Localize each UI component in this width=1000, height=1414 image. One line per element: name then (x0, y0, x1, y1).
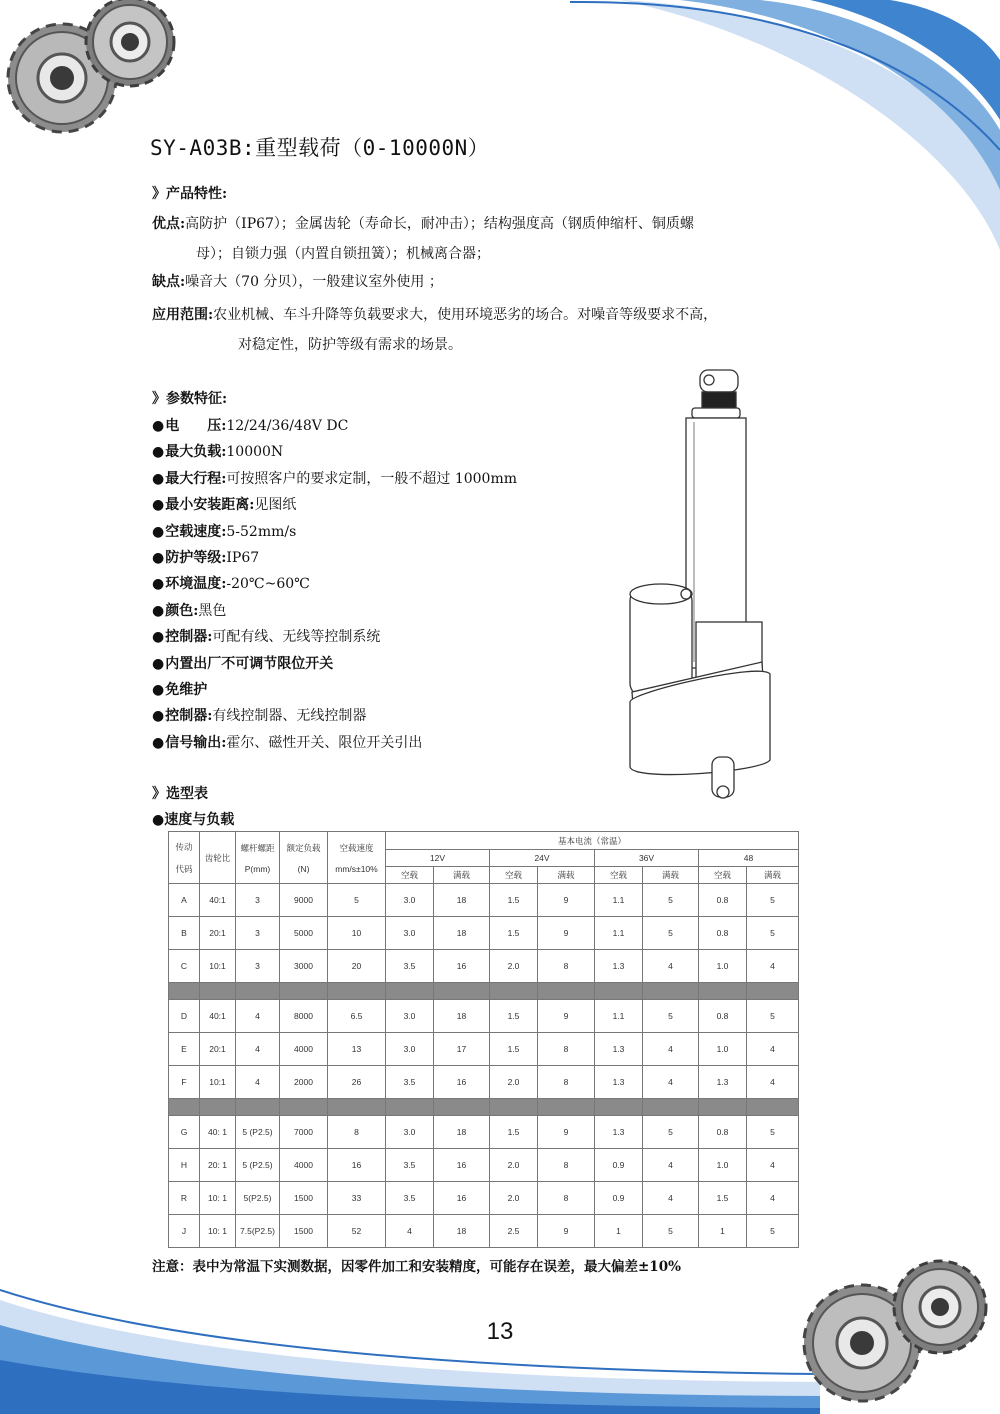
parameter-key: 最大行程: (165, 470, 227, 487)
header-fullload: 满载 (643, 867, 699, 884)
table-cell: 4 (236, 1033, 280, 1066)
gears-illustration-top (0, 0, 190, 150)
header-voltage: 24V (490, 850, 595, 867)
pros-paragraph (152, 209, 772, 269)
table-cell: 2.0 (490, 1149, 538, 1182)
application-line-2: 对稳定性，防护等级有需求的场景。 (238, 337, 462, 353)
table-cell: 16 (434, 1149, 490, 1182)
parameter-value: 可配有线、无线等控制系统 (212, 629, 381, 646)
table-cell: 4 (643, 950, 699, 983)
table-row (169, 1116, 799, 1149)
parameter-key: 颜色: (165, 602, 199, 619)
table-cell: 1.3 (595, 1033, 643, 1066)
table-cell: 18 (434, 917, 490, 950)
page-number: 13 (486, 1318, 514, 1345)
table-cell: 4 (747, 950, 799, 983)
bullet-icon: ● (152, 602, 165, 619)
table-cell: 4 (747, 1033, 799, 1066)
parameter-item (152, 439, 517, 465)
table-cell: 5 (747, 1000, 799, 1033)
table-cell: 5 (P2.5) (236, 1116, 280, 1149)
bullet-icon: ● (152, 470, 165, 487)
table-cell: 10 (328, 917, 386, 950)
table-cell: 3.5 (386, 1182, 434, 1215)
header-voltage: 12V (386, 850, 490, 867)
table-cell: 5 (328, 884, 386, 917)
table-cell: 4 (643, 1066, 699, 1099)
parameter-item (152, 677, 517, 703)
table-row (169, 1182, 799, 1215)
table-cell: 0.8 (699, 1000, 747, 1033)
table-cell: 0.9 (595, 1149, 643, 1182)
table-cell: 33 (328, 1182, 386, 1215)
parameter-key: 最小安装距离: (165, 497, 255, 514)
table-cell: 18 (434, 1116, 490, 1149)
table-cell: 4 (747, 1182, 799, 1215)
parameters-heading: 》参数特征: (152, 391, 228, 407)
table-cell: 1500 (280, 1182, 328, 1215)
table-cell: D (169, 1000, 200, 1033)
table-cell: 16 (434, 1066, 490, 1099)
accuracy-note: 注意：表中为常温下实测数据，因零件加工和安装精度，可能存在误差，最大偏差±10% (152, 1259, 681, 1275)
table-cell: 4 (643, 1182, 699, 1215)
table-cell: 4000 (280, 1033, 328, 1066)
table-cell: 9 (538, 917, 595, 950)
table-cell: 18 (434, 1000, 490, 1033)
table-cell: 1.0 (699, 1033, 747, 1066)
table-cell: 1.5 (490, 917, 538, 950)
bullet-icon: ● (152, 523, 165, 540)
table-cell: 1.0 (699, 1149, 747, 1182)
parameter-value: 10000N (226, 444, 284, 461)
parameter-item (152, 492, 517, 518)
table-cell: 2.0 (490, 1182, 538, 1215)
table-cell: 1.1 (595, 884, 643, 917)
table-cell: 10:1 (200, 950, 236, 983)
table-cell: 3.5 (386, 1066, 434, 1099)
bullet-icon: ● (152, 444, 165, 461)
table-cell: 10: 1 (200, 1182, 236, 1215)
table-cell: 8 (538, 1182, 595, 1215)
table-cell: B (169, 917, 200, 950)
header-noload: 空载 (699, 867, 747, 884)
table-cell: 10:1 (200, 1066, 236, 1099)
table-cell: 16 (434, 950, 490, 983)
bullet-icon: ● (152, 549, 165, 566)
table-cell: 5000 (280, 917, 328, 950)
table-cell: 18 (434, 1215, 490, 1248)
parameter-value: 12/24/36/48V DC (226, 418, 349, 434)
selection-table (168, 831, 799, 1248)
header-voltage: 48 (699, 850, 799, 867)
header-fullload: 满载 (747, 867, 799, 884)
table-cell: 26 (328, 1066, 386, 1099)
table-cell: 9 (538, 884, 595, 917)
table-row (169, 1215, 799, 1248)
table-cell: 2.5 (490, 1215, 538, 1248)
table-cell: 3.0 (386, 917, 434, 950)
bullet-icon: ● (152, 576, 165, 593)
header-basic-current: 基本电流（常温） (386, 832, 799, 850)
table-cell: 1.1 (595, 917, 643, 950)
product-features-heading: 》产品特性: (152, 186, 228, 202)
header-fullload: 满载 (434, 867, 490, 884)
table-cell: 1.5 (490, 884, 538, 917)
table-cell: 3.5 (386, 950, 434, 983)
table-cell: 5 (747, 917, 799, 950)
parameter-item (152, 466, 517, 492)
table-cell: 9 (538, 1116, 595, 1149)
page-title: SY-A03B:重型载荷（0-10000N） (150, 136, 490, 160)
parameter-value: 霍尔、磁性开关、限位开关引出 (226, 734, 423, 751)
table-cell: 0.8 (699, 917, 747, 950)
parameter-item (152, 413, 517, 439)
parameter-item (152, 571, 517, 597)
header-rated-load: 额定负载 (N) (280, 832, 328, 884)
table-cell: 8 (538, 1033, 595, 1066)
table-cell: 9 (538, 1215, 595, 1248)
table-row (169, 1149, 799, 1182)
table-cell: 20 (328, 950, 386, 983)
table-cell: 40: 1 (200, 1116, 236, 1149)
application-label: 应用范围: (152, 307, 214, 323)
header-code: 传动 代码 (169, 832, 200, 884)
parameter-item (152, 519, 517, 545)
table-cell: 1.1 (595, 1000, 643, 1033)
parameter-key: 信号输出: (165, 734, 227, 751)
table-cell: 10: 1 (200, 1215, 236, 1248)
cons-paragraph (152, 267, 772, 297)
table-row (169, 1000, 799, 1033)
table-cell: 0.9 (595, 1182, 643, 1215)
table-cell: 5(P2.5) (236, 1182, 280, 1215)
table-cell: G (169, 1116, 200, 1149)
table-cell: 20: 1 (200, 1149, 236, 1182)
table-cell: 8 (538, 950, 595, 983)
parameter-key: 环境温度: (165, 576, 227, 593)
pros-label: 优点: (152, 216, 186, 232)
speed-load-subheading: ●速度与负载 (152, 812, 235, 828)
parameter-key: 内置出厂不可调节限位开关 (165, 655, 334, 672)
table-row (169, 1066, 799, 1099)
table-cell: 9000 (280, 884, 328, 917)
table-cell: 3.5 (386, 1149, 434, 1182)
table-cell: 5 (643, 884, 699, 917)
parameter-key: 电 压: (165, 418, 227, 434)
parameter-value: -20℃~60℃ (226, 576, 310, 593)
bullet-icon: ● (152, 655, 165, 672)
table-cell: 3000 (280, 950, 328, 983)
pros-line-2: 母）；自锁力强（内置自锁扭簧）；机械离合器； (196, 246, 490, 262)
table-cell: 1.3 (595, 1116, 643, 1149)
header-noload: 空载 (386, 867, 434, 884)
table-cell: E (169, 1033, 200, 1066)
table-cell: 13 (328, 1033, 386, 1066)
parameter-key: 最大负载: (165, 444, 227, 461)
table-cell: 0.8 (699, 884, 747, 917)
parameter-value: 5-52mm/s (226, 523, 297, 540)
table-row (169, 917, 799, 950)
bullet-icon: ● (152, 708, 165, 725)
parameter-item (152, 651, 517, 677)
header-gear-ratio: 齿轮比 (200, 832, 236, 884)
table-cell: 1.5 (490, 1000, 538, 1033)
table-cell: 1.3 (699, 1066, 747, 1099)
table-cell: F (169, 1066, 200, 1099)
parameter-key: 防护等级: (165, 549, 227, 566)
parameter-item (152, 624, 517, 650)
table-cell: 2000 (280, 1066, 328, 1099)
table-cell: 1 (699, 1215, 747, 1248)
selection-table-heading: 》选型表 (152, 786, 208, 802)
parameter-list (152, 413, 517, 756)
header-fullload: 满载 (538, 867, 595, 884)
table-cell: 1.3 (595, 950, 643, 983)
table-cell: 5 (P2.5) (236, 1149, 280, 1182)
parameter-value: 黑色 (198, 602, 227, 619)
table-cell: 5 (747, 1116, 799, 1149)
table-cell: 6.5 (328, 1000, 386, 1033)
table-cell: 3 (236, 950, 280, 983)
bullet-icon: ● (152, 629, 165, 646)
table-cell: 3 (236, 884, 280, 917)
table-cell: 40:1 (200, 1000, 236, 1033)
table-cell: 20:1 (200, 917, 236, 950)
table-row (169, 884, 799, 917)
group-separator-row (169, 1099, 799, 1116)
table-cell: 0.8 (699, 1116, 747, 1149)
table-cell: 1.5 (490, 1116, 538, 1149)
table-cell: 3.0 (386, 884, 434, 917)
parameter-key: 免维护 (165, 681, 208, 698)
table-cell: 5 (747, 884, 799, 917)
table-cell: 4 (386, 1215, 434, 1248)
table-cell: 3 (236, 917, 280, 950)
application-paragraph (152, 300, 772, 360)
table-cell: 1 (595, 1215, 643, 1248)
table-cell: 8000 (280, 1000, 328, 1033)
pros-line-1: 高防护（IP67）；金属齿轮（寿命长，耐冲击）；结构强度高（钢质伸缩杆、铜质螺 (185, 216, 694, 232)
parameter-item (152, 545, 517, 571)
table-cell: 20:1 (200, 1033, 236, 1066)
application-line-1: 农业机械、车斗升降等负载要求大，使用环境恶劣的场合。对噪音等级要求不高， (213, 307, 718, 323)
table-cell: 7.5(P2.5) (236, 1215, 280, 1248)
table-cell: 9 (538, 1000, 595, 1033)
parameter-value: 见图纸 (254, 497, 297, 514)
parameter-key: 控制器: (165, 629, 213, 646)
table-cell: 8 (538, 1066, 595, 1099)
header-noload: 空载 (490, 867, 538, 884)
parameter-item (152, 703, 517, 729)
table-cell: 5 (643, 1000, 699, 1033)
bullet-icon: ● (152, 497, 165, 514)
parameter-value: 可按照客户的要求定制，一般不超过 1000mm (226, 470, 518, 487)
table-row (169, 1033, 799, 1066)
table-cell: 4000 (280, 1149, 328, 1182)
table-row (169, 950, 799, 983)
table-cell: 8 (538, 1149, 595, 1182)
bullet-icon: ● (152, 681, 165, 698)
header-noload: 空载 (595, 867, 643, 884)
table-cell: 4 (643, 1033, 699, 1066)
table-cell: 40:1 (200, 884, 236, 917)
cons-label: 缺点: (152, 274, 186, 290)
parameter-item (152, 598, 517, 624)
table-cell: 2.0 (490, 950, 538, 983)
table-cell: 5 (747, 1215, 799, 1248)
table-cell: H (169, 1149, 200, 1182)
table-cell: A (169, 884, 200, 917)
group-separator-row (169, 983, 799, 1000)
table-cell: J (169, 1215, 200, 1248)
table-cell: 3.0 (386, 1033, 434, 1066)
bullet-icon: ● (152, 418, 165, 434)
header-voltage: 36V (595, 850, 699, 867)
table-cell: 4 (236, 1000, 280, 1033)
table-cell: 5 (643, 917, 699, 950)
table-cell: 4 (236, 1066, 280, 1099)
table-cell: 1500 (280, 1215, 328, 1248)
parameter-item (152, 730, 517, 756)
table-cell: 52 (328, 1215, 386, 1248)
linear-actuator-illustration (622, 362, 772, 812)
table-cell: 16 (434, 1182, 490, 1215)
bullet-icon: ● (152, 734, 165, 751)
table-cell: R (169, 1182, 200, 1215)
parameter-key: 空载速度: (165, 523, 227, 540)
table-cell: 4 (643, 1149, 699, 1182)
header-pitch: 螺杆螺距 P(mm) (236, 832, 280, 884)
table-cell: 1.5 (490, 1033, 538, 1066)
table-cell: 3.0 (386, 1000, 434, 1033)
table-cell: 16 (328, 1149, 386, 1182)
header-noload-speed: 空载速度 mm/s±10% (328, 832, 386, 884)
table-cell: 2.0 (490, 1066, 538, 1099)
table-cell: 17 (434, 1033, 490, 1066)
table-cell: 3.0 (386, 1116, 434, 1149)
table-cell: 5 (643, 1116, 699, 1149)
table-cell: 1.0 (699, 950, 747, 983)
table-cell: 4 (747, 1149, 799, 1182)
table-cell: 8 (328, 1116, 386, 1149)
table-cell: 1.5 (699, 1182, 747, 1215)
table-cell: 7000 (280, 1116, 328, 1149)
cons-text: 噪音大（70 分贝），一般建议室外使用 ； (185, 274, 443, 290)
table-cell: 18 (434, 884, 490, 917)
table-cell: 1.3 (595, 1066, 643, 1099)
table-cell: C (169, 950, 200, 983)
parameter-key: 控制器: (165, 708, 213, 725)
parameter-value: 有线控制器、无线控制器 (212, 708, 367, 725)
parameter-value: IP67 (226, 549, 260, 566)
table-cell: 4 (747, 1066, 799, 1099)
table-cell: 5 (643, 1215, 699, 1248)
